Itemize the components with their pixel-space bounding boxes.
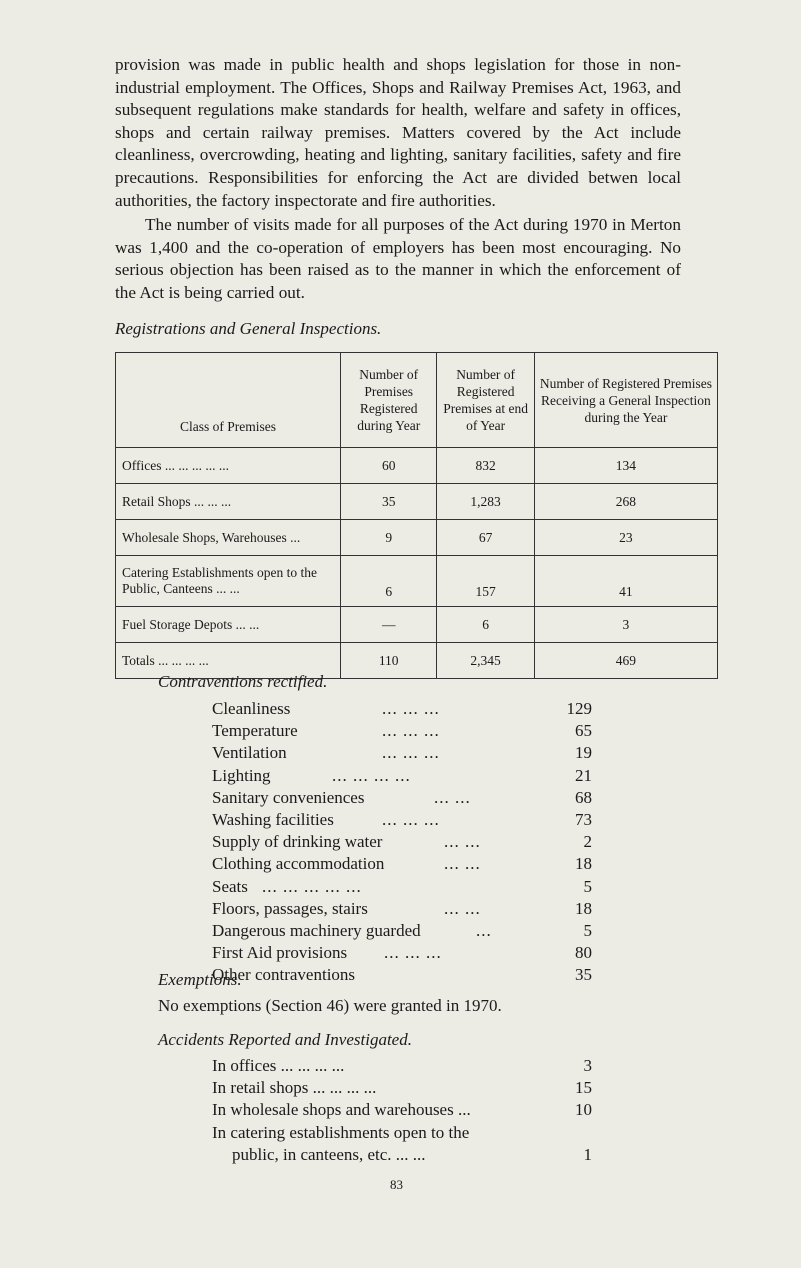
- item-value: 65: [575, 721, 592, 741]
- table-row: [116, 448, 718, 484]
- item-label: Ventilation: [212, 743, 287, 763]
- table-row: [116, 484, 718, 520]
- contraventions-heading: Contraventions rectified.: [158, 672, 328, 691]
- list-item: [212, 720, 592, 742]
- item-value: 80: [575, 943, 592, 963]
- item-value: 3: [583, 1056, 592, 1075]
- item-leader: ... ... ...: [382, 743, 440, 763]
- row-inspected: 134: [534, 448, 717, 484]
- exemptions-heading: Exemptions.: [158, 970, 242, 989]
- item-label: First Aid provisions: [212, 943, 348, 963]
- item-value: 5: [583, 920, 592, 940]
- row-class: Wholesale Shops, Warehouses ...: [116, 520, 341, 556]
- list-item: [212, 964, 592, 986]
- item-leader: ...: [476, 920, 492, 940]
- table-row: [116, 556, 718, 607]
- item-label: Temperature: [212, 721, 298, 741]
- row-registered: 9: [340, 520, 436, 556]
- row-inspected: 268: [534, 484, 717, 520]
- registrations-heading: Registrations and General Inspections.: [115, 319, 382, 338]
- item-label: Cleanliness: [212, 699, 291, 718]
- col-registered-during-year: Number of Premises Registered during Year: [340, 353, 436, 448]
- item-label: Other contraventions: [212, 965, 356, 985]
- item-label: In retail shops ... ... ... ...: [212, 1078, 377, 1098]
- item-leader: ... ...: [444, 898, 481, 918]
- col-general-inspection: Number of Registered Premises Receiving a General Inspection during the Year: [534, 353, 717, 448]
- item-label: Supply of drinking water: [212, 832, 383, 852]
- row-registered: 110: [340, 643, 436, 679]
- row-registered: 60: [340, 448, 436, 484]
- item-value: 35: [575, 965, 592, 985]
- item-label: Seats: [212, 876, 248, 896]
- list-item: [212, 1122, 592, 1144]
- item-value: 19: [575, 743, 592, 763]
- list-item: [212, 853, 592, 875]
- item-label: public, in canteens, etc. ... ...: [232, 1144, 426, 1164]
- item-label: In offices ... ... ... ...: [212, 1056, 345, 1075]
- item-value: 129: [566, 699, 592, 718]
- list-item: [212, 742, 592, 764]
- row-end-year: 832: [437, 448, 534, 484]
- list-item: [212, 898, 592, 920]
- item-value: 68: [575, 787, 592, 807]
- list-item: [212, 920, 592, 942]
- item-label: Floors, passages, stairs: [212, 898, 368, 918]
- row-inspected: 23: [534, 520, 717, 556]
- list-item: [212, 1099, 592, 1121]
- item-value: 15: [575, 1078, 592, 1098]
- list-item: [212, 787, 592, 809]
- accidents-heading: Accidents Reported and Investigated.: [158, 1030, 412, 1049]
- list-item: [212, 942, 592, 964]
- row-class: Offices ... ... ... ... ...: [116, 448, 341, 484]
- row-registered: —: [340, 607, 436, 643]
- item-label: Washing facilities: [212, 809, 334, 829]
- item-label: Dangerous machinery guarded: [212, 920, 421, 940]
- item-label: In catering establishments open to the: [212, 1122, 470, 1142]
- item-value: 2: [583, 832, 592, 852]
- item-leader: ... ... ...: [382, 721, 440, 741]
- item-value: 1: [583, 1144, 592, 1164]
- item-label: Sanitary conveniences: [212, 787, 365, 807]
- item-leader: ... ...: [444, 854, 481, 874]
- table-row: [116, 607, 718, 643]
- item-leader: ... ... ... ... ...: [262, 876, 362, 896]
- row-inspected: 3: [534, 607, 717, 643]
- row-class: Fuel Storage Depots ... ...: [116, 607, 341, 643]
- row-inspected: 41: [534, 556, 717, 607]
- list-item: [212, 831, 592, 853]
- item-leader: ... ... ...: [384, 943, 442, 963]
- item-leader: ... ... ...: [382, 699, 440, 718]
- list-item: [212, 765, 592, 787]
- row-class: Retail Shops ... ... ...: [116, 484, 341, 520]
- row-end-year: 67: [437, 520, 534, 556]
- item-leader: ... ...: [444, 832, 481, 852]
- row-end-year: 157: [437, 556, 534, 607]
- list-item: [212, 1144, 592, 1166]
- row-end-year: 2,345: [437, 643, 534, 679]
- item-value: 73: [575, 809, 592, 829]
- col-class-of-premises: Class of Premises: [116, 353, 341, 448]
- page-number: 83: [390, 1177, 403, 1192]
- row-registered: 6: [340, 556, 436, 607]
- contraventions-list: [212, 698, 592, 986]
- item-leader: ... ...: [434, 787, 471, 807]
- list-item: [212, 1055, 592, 1077]
- accidents-list: [212, 1055, 592, 1166]
- list-item: [212, 876, 592, 898]
- table-header-row: [116, 353, 718, 448]
- list-item: [212, 1077, 592, 1099]
- item-value: 18: [575, 854, 592, 874]
- registrations-table: [115, 352, 718, 679]
- exemptions-text: No exemptions (Section 46) were granted in 1970.: [158, 996, 502, 1015]
- row-inspected: 469: [534, 643, 717, 679]
- row-registered: 35: [340, 484, 436, 520]
- row-class: Totals ... ... ... ...: [116, 643, 341, 679]
- item-label: Clothing accommodation: [212, 854, 385, 874]
- list-item: [212, 809, 592, 831]
- row-class: Catering Establishments open to the Public, Canteens ... ...: [116, 556, 341, 607]
- row-end-year: 6: [437, 607, 534, 643]
- item-label: Lighting: [212, 765, 271, 785]
- item-value: 5: [583, 876, 592, 896]
- paragraph-visits: The number of visits made for all purposes of the Act during 1970 in Merton was 1,400 and the co-operation of employers has been most encouraging. No serious objection has been raised as to the manner in which the enforcement of the Act is being carried out.: [115, 215, 681, 302]
- item-value: 10: [575, 1100, 592, 1120]
- item-value: 18: [575, 898, 592, 918]
- row-end-year: 1,283: [437, 484, 534, 520]
- col-registered-end-year: Number of Registered Premises at end of Year: [437, 353, 534, 448]
- item-value: 21: [575, 765, 592, 785]
- list-item: [212, 698, 592, 720]
- paragraph-intro: provision was made in public health and shops legislation for those in non-industrial employment. The Offices, Shops and Railway Premises Act, 1963, and subsequent regulations make standards for health, welfare and safety in offices, shops and certain railway premises. Matters covered by the Act include cleanliness, overcrowding, heating and lighting, sanitary facilities, safety and fire precautions. Responsibilities for enforcing the Act are divided betwen local authorities, the factory inspectorate and fire authorities.: [115, 55, 681, 210]
- item-leader: ... ... ... ...: [332, 765, 411, 785]
- item-leader: ... ... ...: [382, 809, 440, 829]
- item-label: In wholesale shops and warehouses ...: [212, 1100, 471, 1120]
- table-row: [116, 520, 718, 556]
